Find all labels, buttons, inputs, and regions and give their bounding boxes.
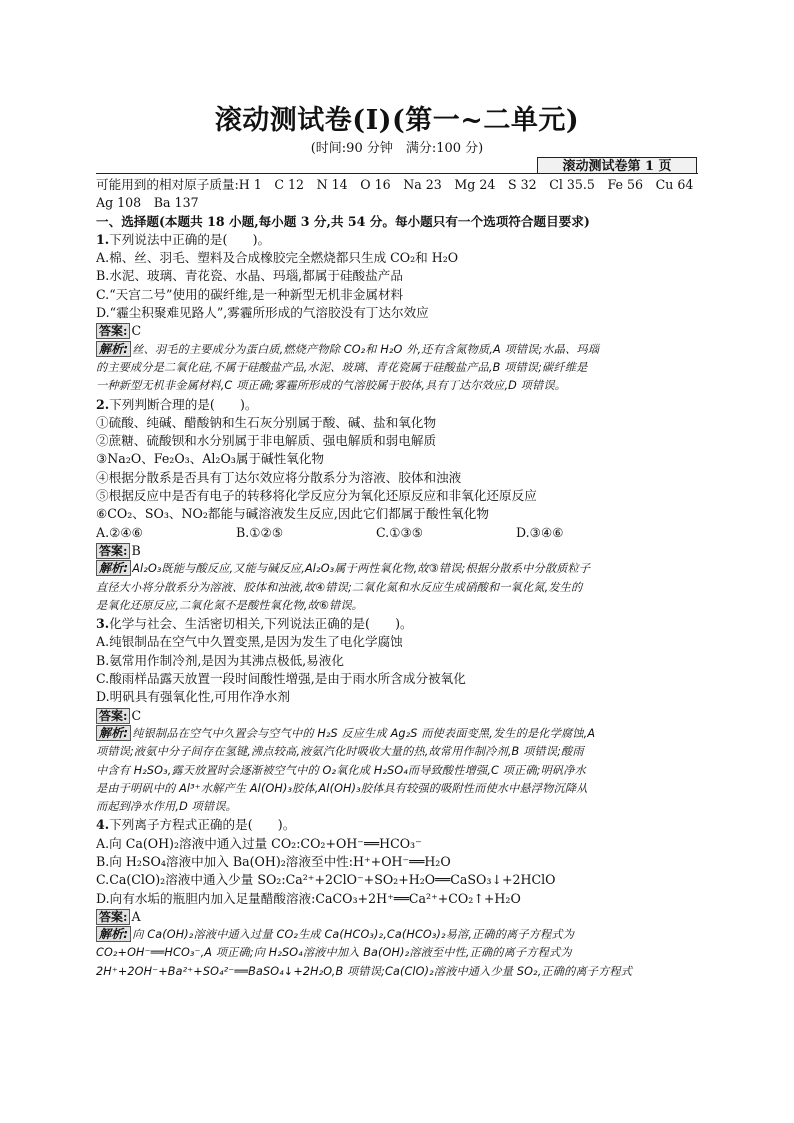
question-4-explanation-1: [96, 926, 698, 944]
question-2-options: [96, 524, 698, 542]
question-2-explanation-1: [96, 560, 698, 578]
question-3-answer: [96, 707, 698, 725]
question-4-explanation-2: CO₂+OH⁻══HCO₃⁻,A 项正确;向 H₂SO₄溶液中加入 Ba(OH)₂溶液至中性,正确的离子方程式为: [96, 946, 572, 960]
question-number: 2.: [96, 396, 110, 412]
atomic-mass-line-1: 可能用到的相对原子质量:H 1 C 12 N 14 O 16 Na 23 Mg 24 S 32 Cl 35.5 Fe 56 Cu 64: [96, 177, 694, 192]
answer-value: C: [131, 707, 142, 723]
explanation-text: 纯银制品在空气中久置会与空气中的 H₂S 反应生成 Ag₂S 而使表面变黑,发生的是化学腐蚀,A: [132, 726, 596, 740]
explanation-badge: 解析:: [96, 725, 131, 741]
question-3-explanation-3: 中含有 H₂SO₃,露天放置时会逐渐被空气中的 O₂氧化成 H₂SO₄而导致酸性增强,C 项正确;明矾净水: [96, 763, 586, 777]
question-3-option-c: C.酸雨样品露天放置一段时间酸性增强,是由于雨水所含成分被氧化: [96, 671, 466, 687]
answer-value: C: [131, 323, 142, 339]
explanation-text: 向 Ca(OH)₂溶液中通入过量 CO₂生成 Ca(HCO₃)₂,Ca(HCO₃)₂易溶,正确的离子方程式为: [132, 928, 575, 942]
question-4-stem: [96, 816, 698, 834]
question-2-explanation-2: 直径大小将分散系分为溶液、胶体和浊液,故④错误;二氧化氮和水反应生成硝酸和一氧化氮,发生的: [96, 580, 583, 594]
question-2-statement-6: ⑥CO₂、SO₃、NO₂都能与碱溶液发生反应,因此它们都属于酸性氧化物: [96, 506, 489, 522]
question-1-option-d: D.“霾尘积聚难见路人”,雾霾所形成的气溶胶没有丁达尔效应: [96, 305, 429, 321]
option-b: B.①②⑤: [236, 524, 284, 540]
question-4-option-a: A.向 Ca(OH)₂溶液中通入过量 CO₂:CO₂+OH⁻══HCO₃⁻: [96, 835, 422, 851]
question-1-explanation-2: 的主要成分是二氧化硅,不属于硅酸盐产品,水泥、玻璃、青花瓷属于硅酸盐产品,B 项错误;碳纤维是: [96, 360, 588, 374]
question-number: 3.: [96, 616, 110, 632]
question-3-option-b: B.氨常用作制冷剂,是因为其沸点极低,易液化: [96, 652, 344, 668]
atomic-mass-line-2: Ag 108 Ba 137: [96, 195, 199, 211]
question-3-explanation-5: 而起到净水作用,D 项错误。: [96, 800, 237, 814]
question-text: 下列离子方程式正确的是( )。: [109, 817, 296, 833]
page-title: 滚动测试卷(Ⅰ)(第一~二单元): [214, 105, 580, 136]
answer-badge: 答案:: [96, 543, 130, 559]
section-heading: 一、选择题(本题共 18 小题,每小题 3 分,共 54 分。每小题只有一个选项符合题目要求): [96, 213, 590, 229]
question-number: 4.: [96, 817, 110, 833]
question-1-explanation-1: [96, 341, 698, 359]
question-3-option-d: D.明矾具有强氧化性,可用作净水剂: [96, 689, 290, 705]
question-2-statement-2: ②蔗糖、硫酸钡和水分别属于非电解质、强电解质和弱电解质: [96, 433, 437, 449]
question-2-statement-1: ①硫酸、纯碱、醋酸钠和生石灰分别属于酸、碱、盐和氧化物: [96, 414, 437, 430]
question-4-option-d: D.向有水垢的瓶胆内加入足量醋酸溶液:CaCO₃+2H⁺══Ca²⁺+CO₂↑+H₂O: [96, 890, 521, 906]
explanation-badge: 解析:: [96, 341, 131, 357]
answer-badge: 答案:: [96, 708, 130, 724]
header-rule: [96, 173, 698, 174]
question-3-stem: [96, 615, 698, 633]
question-number: 1.: [96, 231, 110, 247]
question-4-option-b: B.向 H₂SO₄溶液中加入 Ba(OH)₂溶液至中性:H⁺+OH⁻══H₂O: [96, 853, 451, 869]
question-3-explanation-2: 项错误;液氨中分子间存在氢键,沸点较高,液氨汽化时吸收大量的热,故常用作制冷剂,B 项错误;酸雨: [96, 745, 584, 759]
question-1-option-b: B.水泥、玻璃、青花瓷、水晶、玛瑙,都属于硅酸盐产品: [96, 268, 403, 284]
page-label-box: 滚动测试卷第 1 页: [537, 157, 697, 174]
question-2-statement-4: ④根据分散系是否具有丁达尔效应将分散系分为溶液、胶体和浊液: [96, 469, 462, 485]
option-d: D.③④⑥: [516, 524, 564, 540]
question-1-option-c: C.“天宫二号”使用的碳纤维,是一种新型无机非金属材料: [96, 286, 404, 302]
question-2-statement-5: ⑤根据反应中是否有电子的转移将化学反应分为氧化还原反应和非氧化还原反应: [96, 488, 537, 504]
question-3-option-a: A.纯银制品在空气中久置变黑,是因为发生了电化学腐蚀: [96, 634, 403, 650]
answer-badge: 答案:: [96, 323, 130, 339]
question-text: 化学与社会、生活密切相关,下列说法正确的是( )。: [109, 616, 413, 632]
question-4-explanation-3: 2H⁺+2OH⁻+Ba²⁺+SO₄²⁻══BaSO₄↓+2H₂O,B 项错误;Ca(ClO)₂溶液中通入少量 SO₂,正确的离子方程式: [96, 964, 633, 978]
answer-value: B: [131, 542, 141, 558]
answer-badge: 答案:: [96, 909, 130, 925]
question-2-explanation-3: 是氧化还原反应,二氧化氮不是酸性氧化物,故⑥错误。: [96, 598, 364, 612]
question-3-explanation-4: 是由于明矾中的 Al³⁺水解产生 Al(OH)₃胶体,Al(OH)₃胶体具有较强的吸附性而使水中悬浮物沉降从: [96, 781, 588, 795]
question-text: 下列判断合理的是( )。: [109, 396, 258, 412]
exam-info: (时间:90 分钟 满分:100 分): [310, 141, 484, 156]
question-1-answer: [96, 322, 698, 340]
question-text: 下列说法中正确的是( )。: [109, 231, 271, 247]
option-c: C.①③⑤: [376, 524, 424, 540]
question-1-option-a: A.棉、丝、羽毛、塑料及合成橡胶完全燃烧都只生成 CO₂和 H₂O: [96, 250, 459, 266]
explanation-badge: 解析:: [96, 560, 131, 576]
question-4-answer: [96, 908, 698, 926]
question-2-stem: [96, 396, 698, 414]
explanation-text: 丝、羽毛的主要成分为蛋白质,燃烧产物除 CO₂和 H₂O 外,还有含氮物质,A 项错误;水晶、玛瑙: [132, 342, 600, 356]
question-1-stem: [96, 231, 698, 249]
question-1-explanation-3: 一种新型无机非金属材料,C 项正确;雾霾所形成的气溶胶属于胶体,具有丁达尔效应,D 项错误。: [96, 379, 567, 393]
option-a: A.②④⑥: [96, 524, 143, 540]
question-3-explanation-1: [96, 725, 698, 743]
exam-content: [96, 176, 698, 981]
explanation-badge: 解析:: [96, 926, 131, 942]
question-4-option-c: C.Ca(ClO)₂溶液中通入少量 SO₂:Ca²⁺+2ClO⁻+SO₂+H₂O══CaSO₃↓+2HClO: [96, 872, 556, 888]
explanation-text: Al₂O₃既能与酸反应,又能与碱反应,Al₂O₃属于两性氧化物,故③错误;根据分散系中分散质粒子: [132, 562, 591, 576]
question-2-answer: [96, 542, 698, 560]
question-2-statement-3: ③Na₂O、Fe₂O₃、Al₂O₃属于碱性氧化物: [96, 451, 325, 467]
answer-value: A: [131, 908, 141, 924]
